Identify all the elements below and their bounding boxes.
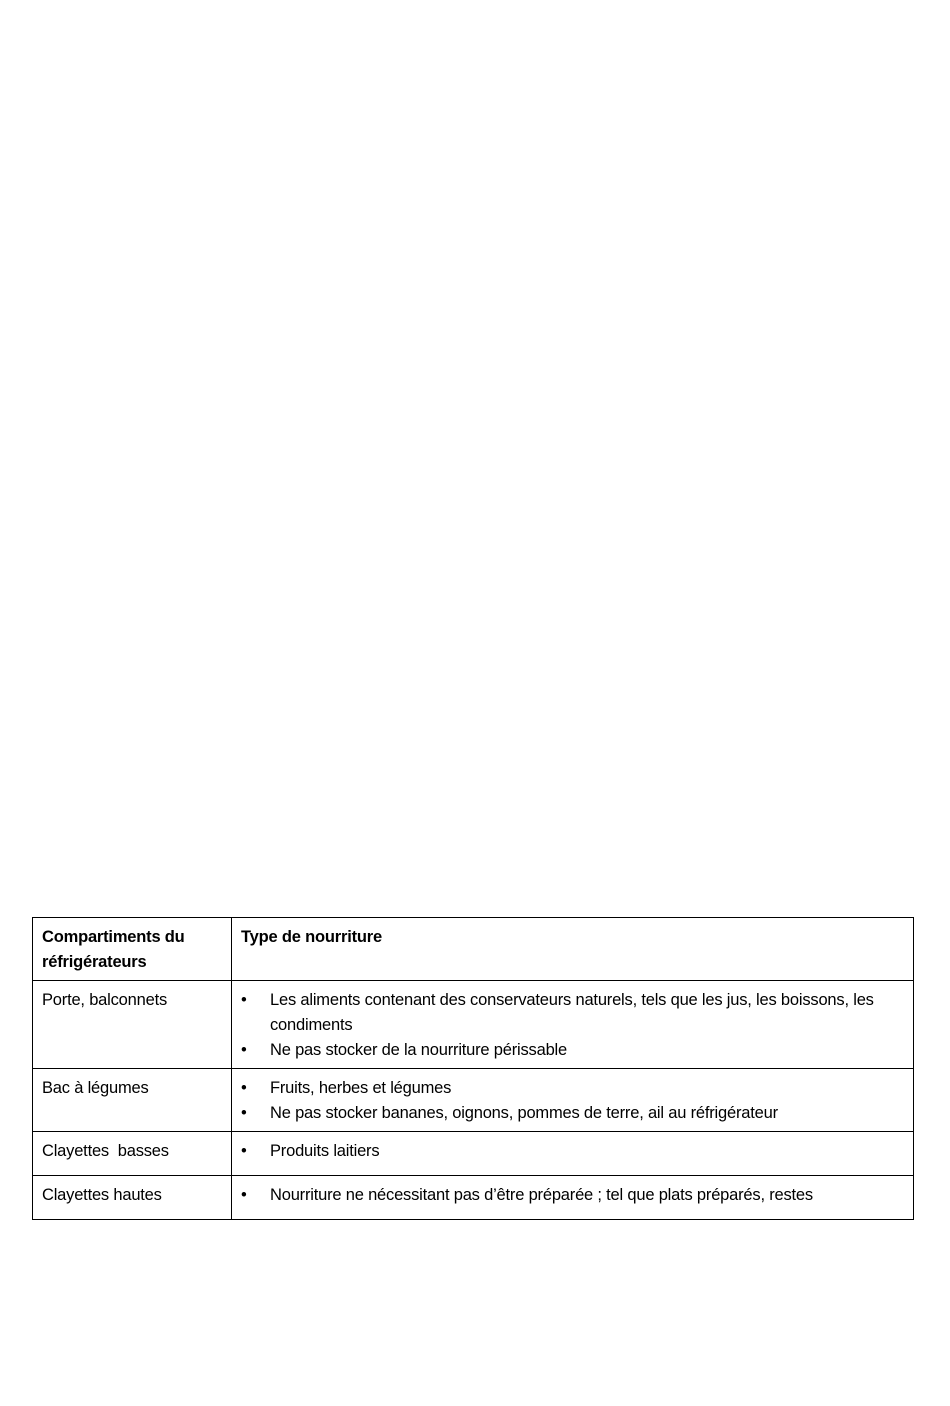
- bullet-icon: •: [241, 1104, 247, 1122]
- table-row: [33, 981, 914, 1069]
- list-item: [241, 1038, 907, 1063]
- header-food-type: Type de nourriture: [232, 918, 914, 981]
- bullet-icon: •: [241, 991, 247, 1009]
- list-item: [241, 1076, 907, 1101]
- header-compartment: Compartiments du réfrigérateurs: [33, 918, 232, 981]
- list-item-text: Ne pas stocker bananes, oignons, pommes de terre, ail au réfrigérateur: [270, 1104, 778, 1122]
- list-item-text: Les aliments contenant des conservateurs naturels, tels que les jus, les boissons, les condiments: [270, 991, 874, 1034]
- food-type-cell: [232, 981, 914, 1069]
- food-type-cell: [232, 1132, 914, 1176]
- list-item: [241, 1183, 907, 1208]
- list-item-text: Produits laitiers: [270, 1142, 380, 1160]
- table-row: [33, 1069, 914, 1132]
- bullet-icon: •: [241, 1079, 247, 1097]
- food-type-cell: [232, 1176, 914, 1220]
- list-item: [241, 988, 907, 1038]
- compartment-cell: Clayettes basses: [33, 1132, 232, 1176]
- table-header-row: [33, 918, 914, 981]
- compartment-cell: Bac à légumes: [33, 1069, 232, 1132]
- list-item: [241, 1139, 907, 1164]
- list-item-text: Ne pas stocker de la nourriture périssable: [270, 1041, 568, 1059]
- table-row: [33, 1132, 914, 1176]
- food-list: [241, 988, 907, 1063]
- compartment-cell: Porte, balconnets: [33, 981, 232, 1069]
- list-item-text: Fruits, herbes et légumes: [270, 1079, 452, 1097]
- bullet-icon: •: [241, 1186, 247, 1204]
- food-list: [241, 1183, 907, 1208]
- food-list: [241, 1139, 907, 1164]
- food-list: [241, 1076, 907, 1126]
- table-row: [33, 1176, 914, 1220]
- list-item: [241, 1101, 907, 1126]
- list-item-text: Nourriture ne nécessitant pas d’être préparée ; tel que plats préparés, restes: [270, 1186, 813, 1204]
- fridge-storage-table: [32, 917, 914, 1220]
- bullet-icon: •: [241, 1142, 247, 1160]
- bullet-icon: •: [241, 1041, 247, 1059]
- food-type-cell: [232, 1069, 914, 1132]
- compartment-cell: Clayettes hautes: [33, 1176, 232, 1220]
